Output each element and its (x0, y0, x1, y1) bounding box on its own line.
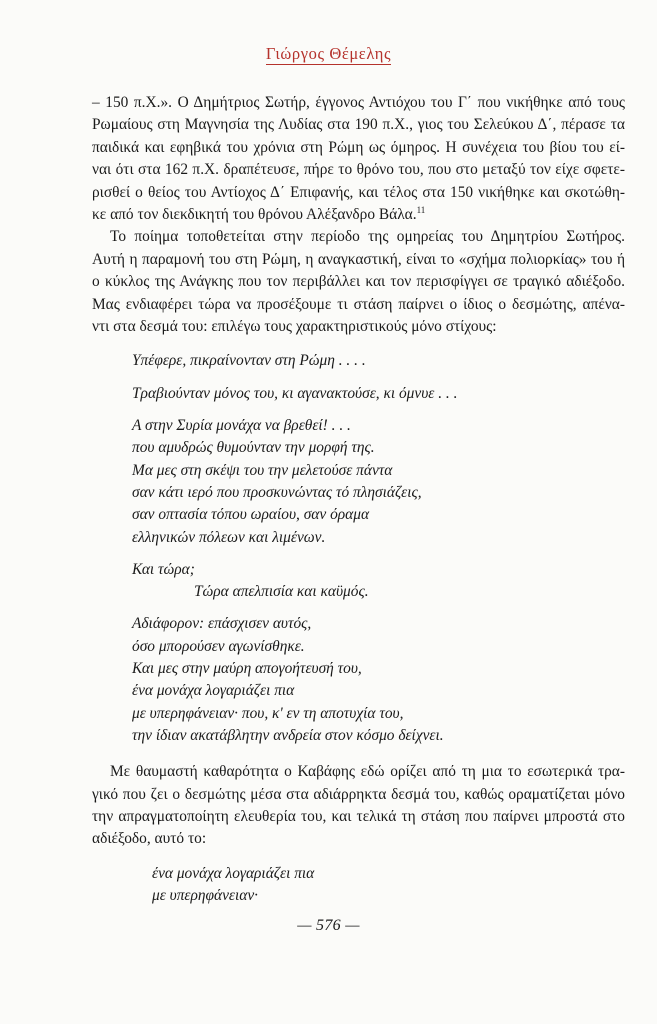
paragraph-line: την απραγματοποίητη ελευθερία του, και τελικά τη στάση που παίρνει μπροστά στο (92, 808, 625, 826)
stanza-gap (132, 549, 625, 559)
paragraph-3 (92, 761, 625, 851)
paragraph-line: ο κύκλος της Ανάγκης που τον περιβάλλει και τον περισφίγγει σε τραγικό αδιέξοδο. (92, 273, 625, 291)
poem-line-indented: Τώρα απελπισία και καϋμός. (194, 583, 369, 601)
poem-line: ένα μονάχα λογαριάζει πια (152, 864, 315, 882)
paragraph-1 (92, 92, 625, 226)
poem-line: σαν οπτασία τόπου ωραίου, σαν όραμα (132, 506, 370, 524)
author-name: Γιώργος Θέμελης (265, 44, 392, 63)
paragraph-line: αδιέξοδο, αυτό το: (92, 830, 207, 848)
poem-line: Και τώρα; (132, 560, 195, 578)
poem-line: Υπέφερε, πικραίνονταν στη Ρώμη . . . . (132, 352, 366, 370)
running-header (0, 44, 657, 64)
poem-line: όσο μπορούσεν αγωνίσθηκε. (132, 637, 305, 655)
paragraph-line: Το ποίημα τοποθετείται στην περίοδο της ομηρείας του Δημητρίου Σωτήρος. (110, 228, 625, 246)
poem-line: ένα μονάχα λογαριάζει πια (132, 682, 295, 700)
poem-quotation-1 (132, 350, 625, 747)
paragraph-line: παιδικά και εφηβικά του χρόνια στη Ρώμη ως όμηρος. Η συνέχεια του βίου του εί- (92, 138, 625, 156)
poem-line: την ίδιαν ακατάβλητην ανδρεία στον κόσμο δείχνει. (132, 726, 444, 744)
paragraph-line: Ρωμαίους στη Μαγνησία της Λυδίας στα 190 π.Χ., γιος του Σελεύκου Δ΄, πέρασε τα (92, 116, 625, 134)
paragraph-line: Μας ενδιαφέρει τώρα να προσέξουμε τι στάση παίρνει ο ίδιος ο δεσμώτης, απένα- (92, 295, 625, 313)
stanza-gap (132, 373, 625, 383)
page-body (92, 92, 625, 907)
stanza-gap (132, 603, 625, 613)
poem-line: Τραβιούνταν μόνος του, κι αγανακτούσε, κι όμνυε . . . (132, 384, 458, 402)
poem-quotation-2 (152, 863, 625, 908)
footnote-marker: 11 (416, 204, 426, 215)
poem-line: με υπερηφάνειαν· που, κ' εν τη αποτυχία του, (132, 704, 404, 722)
poem-line: Α στην Συρία μονάχα να βρεθεί! . . . (132, 417, 351, 435)
paragraph-2 (92, 226, 625, 338)
poem-line: σαν κάτι ιερό που προσκυνώντας τό πλησιάζεις, (132, 483, 422, 501)
poem-line: ελληνικών πόλεων και λιμένων. (132, 528, 326, 546)
paragraph-line: ναι ότι στα 162 π.Χ. δραπέτευσε, πήρε το θρόνο του, που στο μεταξύ τον είχε σφετε- (92, 161, 625, 179)
paragraph-line: ντι στα δεσμά του: επιλέγω τους χαρακτηριστικούς μόνο στίχους: (92, 318, 497, 336)
poem-line: που αμυδρώς θυμούνταν την μορφή της. (132, 439, 375, 457)
paragraph-line: – 150 π.Χ.». Ο Δημήτριος Σωτήρ, έγγονος Αντιόχου του Γ΄ που νικήθηκε από τους (92, 94, 625, 111)
paragraph-line: Αυτή η παραμονή του στη Ρώμη, η αναγκαστική, είναι το «σχήμα πολιορκίας» του ή (92, 250, 625, 268)
poem-line: Μα μες στη σκέψι του την μελετούσε πάντα (132, 461, 393, 479)
poem-line: Αδιάφορον: επάσχισεν αυτός, (132, 615, 312, 633)
paragraph-line: ρισθεί ο θείος του Αντίοχος Δ΄ Επιφανής, και τέλος στα 150 νικήθηκε και σκοτώθη- (92, 183, 625, 201)
paragraph-line: γικό που ζει ο δεσμώτης μέσα στα αδιάρρηκτα δεσμά του, καθώς οραματίζεται μόνο (92, 785, 625, 803)
page-number: — 576 — (297, 917, 360, 934)
stanza-gap (132, 405, 625, 415)
paragraph-line: κε από τον διεκδικητή του θρόνου Αλέξανδρο Βάλα. (92, 206, 417, 224)
poem-line: Και μες στην μαύρη απογοήτευσή του, (132, 660, 362, 678)
paragraph-line-with-note (92, 204, 625, 226)
poem-line: με υπερηφάνειαν· (152, 887, 259, 905)
paragraph-line: Με θαυμαστή καθαρότητα ο Καβάφης εδώ ορίζει από τη μια το εσωτερικά τρα- (110, 763, 625, 781)
